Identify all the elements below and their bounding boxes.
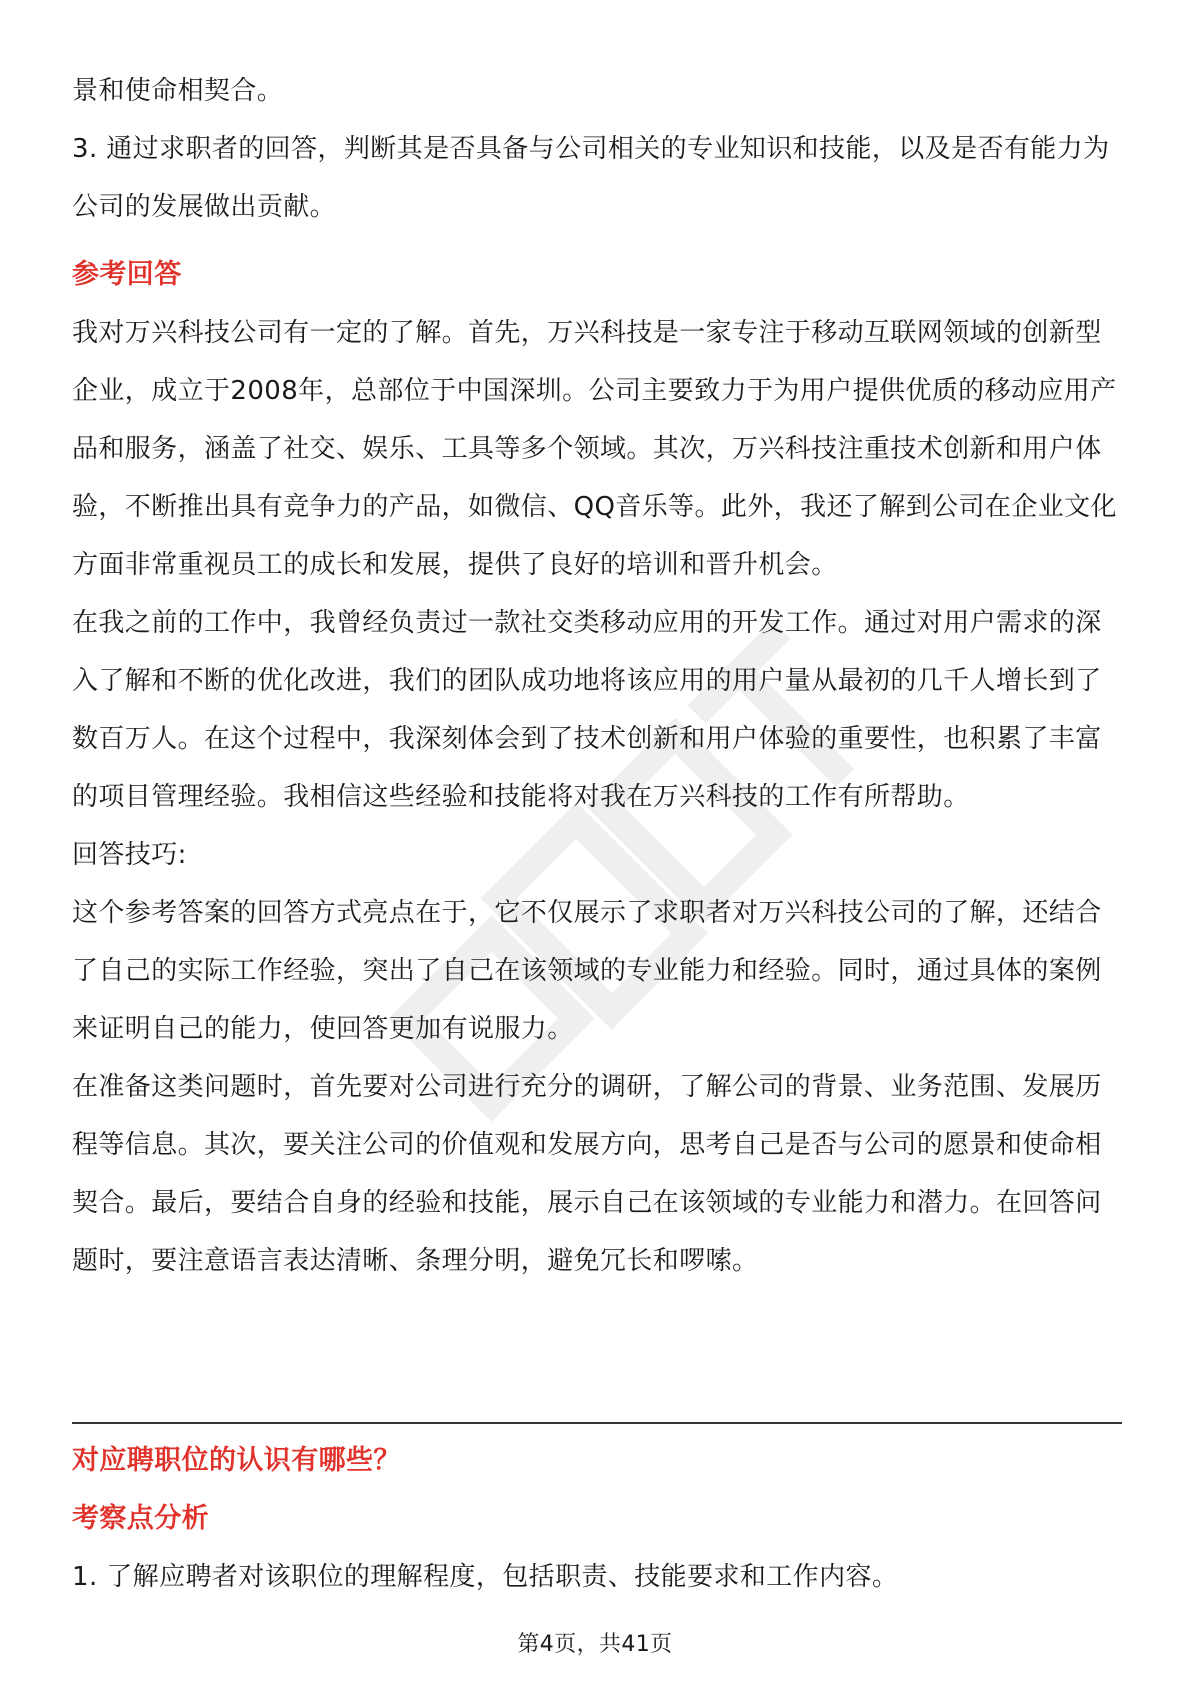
analysis-heading: 考察点分析 [72,1503,209,1534]
paragraph: 3. 通过求职者的回答，判断其是否具备与公司相关的专业知识和技能，以及是否有能力为公司的发展做出贡献。 [72,134,1110,222]
next-question-section [72,1432,1122,1606]
paragraph: 在我之前的工作中，我曾经负责过一款社交类移动应用的开发工作。通过对用户需求的深入了解和不断的优化改进，我们的团队成功地将该应用的用户量从最初的几千人增长到了数百万人。在这个过程中，我深刻体会到了技术创新和用户体验的重要性，也积累了丰富的项目管理经验。我相信这些经验和技能将对我在万兴科技的工作有所帮助。 [72,608,1102,812]
reference-answer-heading: 参考回答 [72,259,182,290]
paragraph: 我对万兴科技公司有一定的了解。首先，万兴科技是一家专注于移动互联网领域的创新型企业，成立于2008年，总部位于中国深圳。公司主要致力于为用户提供优质的移动应用产品和服务，涵盖了社交、娱乐、工具等多个领域。其次，万兴科技注重技术创新和用户体验，不断推出具有竞争力的产品，如微信、QQ音乐等。此外，我还了解到公司在企业文化方面非常重视员工的成长和发展，提供了良好的培训和晋升机会。 [72,318,1117,580]
answer-tips-label: 回答技巧: [72,840,187,870]
list-item: 1. 了解应聘者对该职位的理解程度，包括职责、技能要求和工作内容。 [72,1562,899,1592]
paragraph: 这个参考答案的回答方式亮点在于，它不仅展示了求职者对万兴科技公司的了解，还结合了自己的实际工作经验，突出了自己在该领域的专业能力和经验。同时，通过具体的案例来证明自己的能力，使回答更加有说服力。 [72,898,1102,1044]
page-number: 第4页，共41页 [517,1632,673,1657]
question-title: 对应聘职位的认识有哪些？ [72,1445,401,1476]
document-body [72,62,1122,1290]
section-divider [72,1422,1122,1424]
paragraph: 景和使命相契合。 [72,76,284,106]
paragraph: 在准备这类问题时，首先要对公司进行充分的调研，了解公司的背景、业务范围、发展历程等信息。其次，要关注公司的价值观和发展方向，思考自己是否与公司的愿景和使命相契合。最后，要结合自身的经验和技能，展示自己在该领域的专业能力和潜力。在回答问题时，要注意语言表达清晰、条理分明，避免冗长和啰嗦。 [72,1072,1102,1276]
